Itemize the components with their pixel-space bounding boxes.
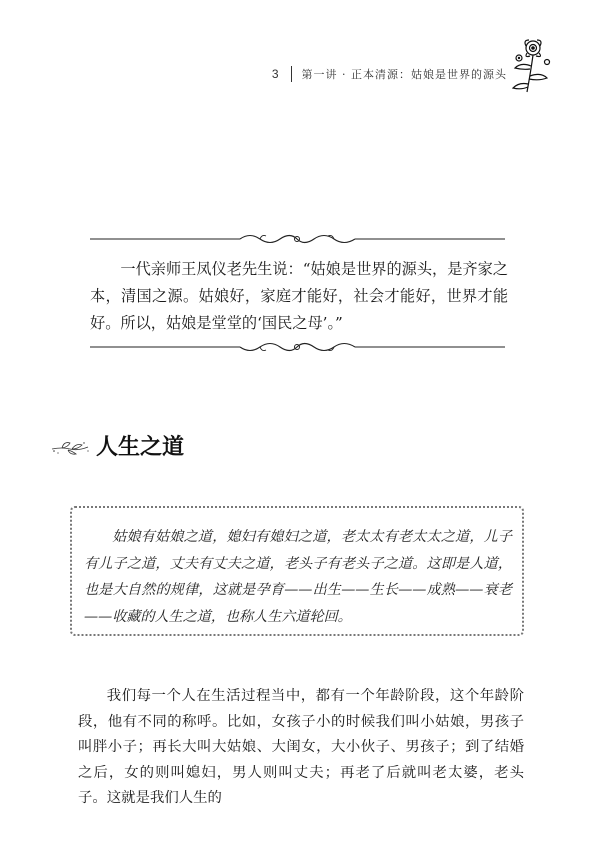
boxed-quote-text: 姑娘有姑娘之道，媳妇有媳妇之道，老太太有老太太之道，儿子有儿子之道，丈夫有丈夫之道，老头子有老头子之道。这即是人道，也是大自然的规律，这就是孕育——出生——生长——成熟——衰老——收藏的人生之道，也称人生六道轮回。 [84, 529, 512, 625]
header-divider [291, 66, 292, 82]
leaf-ornament-icon [50, 433, 92, 459]
bottom-flourish-divider [90, 338, 505, 356]
top-flourish-divider [90, 230, 505, 248]
section-heading [50, 430, 184, 461]
quote-paragraph: 一代亲师王凤仪老先生说：“姑娘是世界的源头，是齐家之本，清国之源。姑娘好，家庭才能好，社会才能好，世界才能好。所以，姑娘是堂堂的‘国民之母’。” [90, 260, 508, 332]
section-title: 人生之道 [96, 435, 185, 460]
flower-ornament-icon [503, 36, 555, 98]
running-header [272, 66, 507, 82]
dotted-quote-box [70, 506, 524, 636]
page-number: 3 [271, 67, 279, 81]
body-paragraph: 我们每一个人在生活过程当中，都有一个年龄阶段，这个年龄阶段，他有不同的称呼。比如，女孩子小的时候我们叫小姑娘，男孩子叫胖小子；再长大叫大姑娘、大闺女，大小伙子、男孩子；到了结婚之后，女的则叫媳妇，男人则叫丈夫；再老了后就叫老太婆，老头子。这就是我们人生的 [78, 688, 524, 806]
chapter-title: 第一讲 · 正本清源：姑娘是世界的源头 [301, 68, 507, 81]
